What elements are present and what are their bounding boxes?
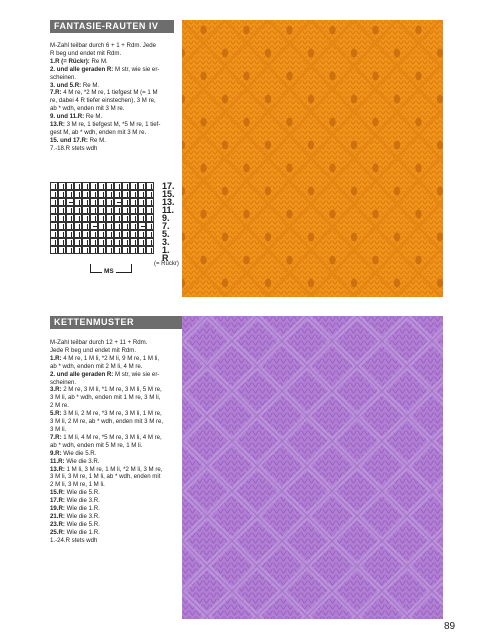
chart-cell bbox=[58, 230, 66, 238]
chart-cell bbox=[82, 230, 90, 238]
chart-row bbox=[50, 182, 154, 190]
instruction-text: 3 M li, 3 M re, 1 M li, ab * wdh, enden mit bbox=[50, 473, 161, 481]
chart-cell bbox=[50, 206, 58, 214]
instruction-line bbox=[50, 145, 182, 153]
instruction-text: Jede R beg und endet mit Rdm. bbox=[50, 346, 137, 354]
page-number: 89 bbox=[444, 621, 456, 632]
chart-cell bbox=[122, 182, 130, 190]
section-title-fantasie-rauten: FANTASIE-RAUTEN IV bbox=[50, 20, 174, 33]
instruction-text: Wie die 5.R. bbox=[64, 520, 100, 528]
chart-cell bbox=[66, 206, 74, 214]
instruction-row-label: 9. und 11.R: bbox=[50, 113, 85, 121]
instruction-row-label: 3. und 5.R: bbox=[50, 81, 82, 89]
chart-cell bbox=[130, 222, 138, 230]
chart-cell bbox=[82, 238, 90, 246]
chart-cell bbox=[146, 230, 154, 238]
instruction-text: 4 M re, *2 M re, 1 tiefgest M (= 1 M bbox=[61, 89, 158, 97]
chart-row-number: 17. bbox=[162, 181, 175, 191]
chart-row bbox=[50, 222, 154, 230]
chart-cell bbox=[106, 190, 114, 198]
chart-cell bbox=[122, 206, 130, 214]
chart-cell bbox=[138, 222, 146, 230]
chart-cell bbox=[74, 222, 82, 230]
chart-row bbox=[50, 246, 154, 254]
chart-cell bbox=[122, 198, 130, 206]
instruction-text: 3 M li, 2 M re, *3 M re, 3 M li, 1 M re, bbox=[61, 410, 162, 418]
chart-cell bbox=[122, 222, 130, 230]
chart-cell bbox=[82, 214, 90, 222]
knit-texture-lilac bbox=[182, 316, 443, 619]
chart-cell bbox=[90, 182, 98, 190]
chart-cell bbox=[66, 238, 74, 246]
instruction-text: 3 M re, 1 tiefgest M, *5 M re, 1 tief- bbox=[64, 121, 161, 129]
chart-cell bbox=[74, 198, 82, 206]
section-title-kettenmuster: KETTENMUSTER bbox=[50, 316, 182, 329]
instruction-row-label: 23.R: bbox=[50, 520, 65, 528]
instruction-text: 2 M re. bbox=[50, 402, 69, 410]
instruction-text: R beg und endet mit Rdm. bbox=[50, 49, 122, 57]
instruction-line bbox=[50, 42, 182, 50]
chart-cell bbox=[122, 214, 130, 222]
instruction-line bbox=[50, 466, 182, 474]
chart-row bbox=[50, 206, 154, 214]
knit-texture-orange bbox=[182, 20, 443, 297]
chart-cell bbox=[66, 222, 74, 230]
chart-cell bbox=[66, 182, 74, 190]
chart-cell bbox=[146, 246, 154, 254]
chart-cell bbox=[138, 182, 146, 190]
chart-cell bbox=[138, 238, 146, 246]
instruction-line bbox=[50, 434, 182, 442]
chart-row-number: 7. bbox=[162, 221, 170, 231]
chart-cell bbox=[106, 238, 114, 246]
instruction-text: Wie die 1.R. bbox=[64, 528, 100, 536]
knitting-chart bbox=[50, 181, 179, 275]
instruction-line bbox=[50, 82, 182, 90]
chart-cell bbox=[146, 206, 154, 214]
chart-cell bbox=[114, 246, 122, 254]
chart-cell bbox=[130, 190, 138, 198]
instruction-line bbox=[50, 450, 182, 458]
instruction-line bbox=[50, 113, 182, 121]
chart-grid bbox=[50, 182, 154, 254]
chart-cell bbox=[130, 198, 138, 206]
chart-cell bbox=[146, 182, 154, 190]
chart-cell bbox=[74, 214, 82, 222]
instruction-line bbox=[50, 105, 182, 113]
chart-cell bbox=[58, 198, 66, 206]
chart-cell bbox=[74, 246, 82, 254]
instruction-text: Wie die 5.R. bbox=[61, 449, 97, 457]
instruction-line bbox=[50, 121, 182, 129]
instruction-row-label: 2. und alle geraden R: bbox=[50, 370, 114, 378]
chart-cell bbox=[58, 190, 66, 198]
chart-cell bbox=[146, 238, 154, 246]
instruction-line bbox=[50, 347, 182, 355]
instruction-line bbox=[50, 473, 182, 481]
chart-cell bbox=[90, 222, 98, 230]
chart-cell bbox=[106, 214, 114, 222]
instruction-row-label: 1.R (= Rückr): bbox=[50, 57, 90, 65]
instruction-line bbox=[50, 458, 182, 466]
instruction-line bbox=[50, 513, 182, 521]
instruction-text: M str, wie sie er- bbox=[113, 65, 160, 73]
chart-row-number: 9. bbox=[162, 213, 170, 223]
instruction-text: 7.-18.R stets wdh bbox=[50, 144, 98, 152]
instruction-row-label: 3.R: bbox=[50, 386, 62, 394]
chart-cell bbox=[138, 246, 146, 254]
chart-cell bbox=[130, 182, 138, 190]
chart-cell bbox=[122, 246, 130, 254]
chart-cell bbox=[98, 190, 106, 198]
chart-cell bbox=[90, 214, 98, 222]
chart-cell bbox=[122, 190, 130, 198]
chart-cell bbox=[114, 222, 122, 230]
instruction-text: 2 M re, 3 M li, *1 M re, 3 M li, 5 M re, bbox=[61, 386, 162, 394]
instruction-row-label: 13.R: bbox=[50, 121, 65, 129]
chart-cell bbox=[114, 190, 122, 198]
chart-cell bbox=[106, 198, 114, 206]
instruction-text: Re M. bbox=[87, 136, 106, 144]
chart-cell bbox=[106, 206, 114, 214]
chart-cell bbox=[82, 246, 90, 254]
instruction-text: Wie die 3.R. bbox=[64, 457, 100, 465]
chart-cell bbox=[74, 238, 82, 246]
instruction-text: ab * wdh, enden mit 2 M li, 4 M re. bbox=[50, 362, 143, 370]
chart-cell bbox=[98, 206, 106, 214]
instruction-row-label: 25.R: bbox=[50, 528, 65, 536]
instruction-line bbox=[50, 74, 182, 82]
chart-cell bbox=[106, 182, 114, 190]
instruction-line bbox=[50, 537, 182, 545]
instruction-line bbox=[50, 58, 182, 66]
instruction-line bbox=[50, 442, 182, 450]
chart-cell bbox=[82, 206, 90, 214]
chart-cell bbox=[106, 230, 114, 238]
chart-cell bbox=[90, 190, 98, 198]
chart-cell bbox=[82, 190, 90, 198]
chart-row bbox=[50, 230, 154, 238]
instruction-text: Re M. bbox=[89, 57, 108, 65]
chart-cell bbox=[98, 238, 106, 246]
chart-cell bbox=[90, 246, 98, 254]
chart-row bbox=[50, 214, 154, 222]
instruction-text: M-Zahl teilbar durch 6 + 1 + Rdm. Jede bbox=[50, 42, 157, 49]
chart-cell bbox=[98, 182, 106, 190]
chart-row-number: 11. bbox=[162, 205, 175, 215]
instruction-row-label: 5.R: bbox=[50, 410, 62, 418]
chart-cell bbox=[114, 214, 122, 222]
chart-row-number: 5. bbox=[162, 229, 170, 239]
instruction-text: M-Zahl teilbar durch 12 + 11 + Rdm. bbox=[50, 339, 148, 346]
instructions-kettenmuster bbox=[50, 339, 182, 545]
instruction-line bbox=[50, 402, 182, 410]
instruction-text: 3 M li. bbox=[50, 425, 67, 433]
instruction-line bbox=[50, 521, 182, 529]
chart-cell bbox=[50, 222, 58, 230]
chart-cell bbox=[114, 182, 122, 190]
instruction-row-label: 7.R: bbox=[50, 89, 62, 97]
instruction-line bbox=[50, 386, 182, 394]
instruction-text: Wie die 1.R. bbox=[64, 505, 100, 513]
chart-cell bbox=[50, 182, 58, 190]
chart-cell bbox=[50, 214, 58, 222]
instruction-line bbox=[50, 529, 182, 537]
chart-cell bbox=[58, 222, 66, 230]
chart-cell bbox=[50, 230, 58, 238]
chart-cell bbox=[130, 214, 138, 222]
instruction-text: gest M, ab * wdh, enden mit 3 M re. bbox=[50, 128, 147, 136]
instruction-row-label: 7.R: bbox=[50, 433, 62, 441]
chart-cell bbox=[122, 238, 130, 246]
instruction-line bbox=[50, 355, 182, 363]
chart-cell bbox=[50, 238, 58, 246]
instruction-line bbox=[50, 363, 182, 371]
swatch-kettenmuster bbox=[182, 316, 443, 619]
chart-cell bbox=[106, 246, 114, 254]
instruction-text: Re M. bbox=[84, 113, 103, 121]
instruction-line bbox=[50, 339, 182, 347]
chart-cell bbox=[138, 206, 146, 214]
instruction-text: 3 M li, 2 M re, ab * wdh, enden mit 3 M re, bbox=[50, 418, 164, 426]
chart-cell bbox=[114, 230, 122, 238]
instruction-line bbox=[50, 481, 182, 489]
instruction-text: ab * wdh, enden mit 3 M re. bbox=[50, 105, 125, 113]
instruction-text: M str, wie sie er- bbox=[113, 370, 160, 378]
chart-cell bbox=[82, 198, 90, 206]
instruction-text: ab * wdh, enden mit 5 M re, 1 M li. bbox=[50, 441, 143, 449]
chart-cell bbox=[130, 206, 138, 214]
chart-row-number: 1. R bbox=[162, 245, 170, 263]
instruction-row-label: 9.R: bbox=[50, 449, 62, 457]
instruction-line bbox=[50, 394, 182, 402]
instruction-text: 3 M li, ab * wdh, enden mit 1 M re, 3 M li, bbox=[50, 394, 161, 402]
instruction-text: Wie die 5.R. bbox=[64, 489, 100, 497]
chart-cell bbox=[66, 230, 74, 238]
chart-cell bbox=[98, 214, 106, 222]
chart-cell bbox=[146, 190, 154, 198]
chart-cell bbox=[138, 230, 146, 238]
instruction-line bbox=[50, 129, 182, 137]
chart-cell bbox=[50, 198, 58, 206]
instruction-text: 1.-24.R stets wdh bbox=[50, 536, 98, 544]
chart-cell bbox=[58, 246, 66, 254]
instructions-fantasie-rauten bbox=[50, 42, 182, 153]
chart-cell bbox=[58, 206, 66, 214]
chart-cell bbox=[74, 190, 82, 198]
instruction-row-label: 11.R: bbox=[50, 457, 65, 465]
chart-cell bbox=[66, 198, 74, 206]
chart-cell bbox=[58, 214, 66, 222]
chart-cell bbox=[58, 238, 66, 246]
chart-cell bbox=[146, 222, 154, 230]
chart-row-numbers bbox=[162, 181, 175, 263]
chart-cell bbox=[106, 222, 114, 230]
instruction-text: 2 M li, 3 M re, 1 M li. bbox=[50, 481, 105, 489]
chart-cell bbox=[146, 214, 154, 222]
chart-cell bbox=[66, 214, 74, 222]
chart-cell bbox=[50, 246, 58, 254]
instruction-row-label: 15. und 17.R: bbox=[50, 136, 88, 144]
chart-cell bbox=[98, 230, 106, 238]
instruction-line bbox=[50, 505, 182, 513]
chart-cell bbox=[138, 198, 146, 206]
chart-cell bbox=[74, 206, 82, 214]
instruction-line bbox=[50, 97, 182, 105]
instruction-line bbox=[50, 50, 182, 58]
chart-cell bbox=[130, 238, 138, 246]
instruction-text: 1 M li, 3 M re, 1 M li, *2 M li, 3 M re, bbox=[64, 465, 163, 473]
instruction-line bbox=[50, 418, 182, 426]
instruction-row-label: 1.R: bbox=[50, 354, 62, 362]
chart-cell bbox=[66, 246, 74, 254]
instruction-row-label: 17.R: bbox=[50, 497, 65, 505]
swatch-fantasie-rauten bbox=[182, 20, 443, 297]
chart-cell bbox=[90, 238, 98, 246]
chart-cell bbox=[50, 190, 58, 198]
instruction-line bbox=[50, 379, 182, 387]
instruction-row-label: 19.R: bbox=[50, 505, 65, 513]
chart-cell bbox=[90, 198, 98, 206]
repeat-label: MS bbox=[104, 268, 114, 275]
chart-cell bbox=[82, 222, 90, 230]
chart-cell bbox=[138, 214, 146, 222]
chart-cell bbox=[58, 182, 66, 190]
instruction-line bbox=[50, 137, 182, 145]
instruction-row-label: 15.R: bbox=[50, 489, 65, 497]
chart-cell bbox=[66, 190, 74, 198]
chart-cell bbox=[114, 206, 122, 214]
instruction-text: 4 M re, 1 M li, *2 M li, 9 M re, 1 M li, bbox=[61, 354, 160, 362]
chart-cell bbox=[114, 198, 122, 206]
instruction-text: scheinen. bbox=[50, 73, 77, 81]
instruction-text: Re M. bbox=[81, 81, 100, 89]
chart-cell bbox=[98, 198, 106, 206]
chart-row-number: 15. bbox=[162, 189, 175, 199]
chart-cell bbox=[138, 190, 146, 198]
instruction-line bbox=[50, 489, 182, 497]
chart-row bbox=[50, 198, 154, 206]
chart-rueck-label: (= Rückr) bbox=[154, 261, 179, 267]
instruction-row-label: 13.R: bbox=[50, 465, 65, 473]
chart-cell bbox=[130, 246, 138, 254]
chart-row-number: 13. bbox=[162, 197, 175, 207]
instruction-text: 1 M li, 4 M re, *5 M re, 3 M li, 4 M re, bbox=[61, 433, 162, 441]
instruction-text: scheinen. bbox=[50, 378, 77, 386]
instruction-text: re, dabei 4 R tiefer einstechen), 3 M re, bbox=[50, 97, 156, 105]
chart-cell bbox=[82, 182, 90, 190]
chart-cell bbox=[98, 222, 106, 230]
chart-row-number: 3. bbox=[162, 237, 170, 247]
chart-row bbox=[50, 238, 154, 246]
instruction-line bbox=[50, 426, 182, 434]
instruction-line bbox=[50, 66, 182, 74]
chart-row bbox=[50, 190, 154, 198]
chart-cell bbox=[122, 230, 130, 238]
instruction-text: Wie die 3.R. bbox=[64, 497, 100, 505]
instruction-line bbox=[50, 410, 182, 418]
chart-cell bbox=[114, 238, 122, 246]
instruction-line bbox=[50, 89, 182, 97]
instruction-line bbox=[50, 497, 182, 505]
chart-cell bbox=[74, 182, 82, 190]
chart-cell bbox=[90, 230, 98, 238]
chart-cell bbox=[74, 230, 82, 238]
chart-cell bbox=[98, 246, 106, 254]
instruction-text: Wie die 3.R. bbox=[64, 512, 100, 520]
chart-cell bbox=[146, 198, 154, 206]
chart-cell bbox=[130, 230, 138, 238]
instruction-row-label: 2. und alle geraden R: bbox=[50, 65, 114, 73]
instruction-line bbox=[50, 371, 182, 379]
instruction-row-label: 21.R: bbox=[50, 512, 65, 520]
chart-cell bbox=[90, 206, 98, 214]
